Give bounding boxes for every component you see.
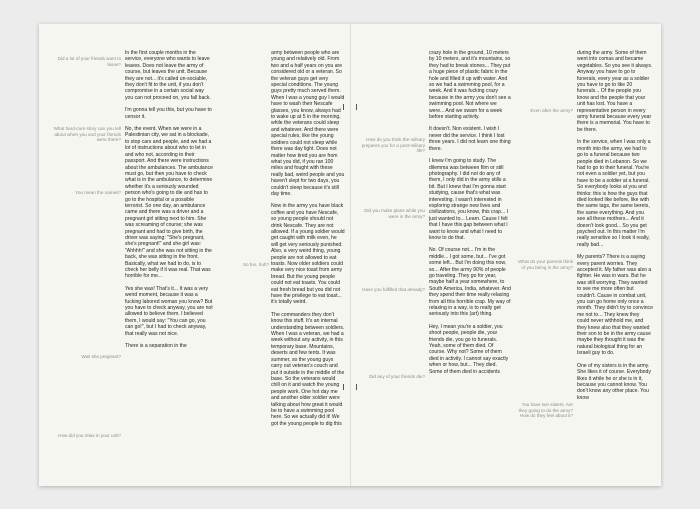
- paragraph: Now in the army you have black coffee and you have Nescafe, so young people should not drink Nescafe. They are not allowed. If a young soldier would get caught with milk even, he will get very seriously punished. Also, a very weird thing, young people are not allowed to eat toasts. Now older soldiers could make very nice toast from army bread. But the young people could not eat toasts. You could eat fresh bread but you did not have the privilege to eat toast... it's totally weird.: [271, 203, 345, 306]
- paragraph: during the army. Some of them went into comas and became vegetables. So you see it always. Anyway you have to go to funerals, every year as a soldier you have to go to like 20 funerals... Of the people you know and the people that your unit has lost. You have a representative person in every army funeral because every year there is a memorial. You have to be there.: [577, 50, 653, 133]
- magazine-spread: [39, 24, 661, 486]
- right-text-column-2: [577, 50, 653, 480]
- gutter-mark: [343, 104, 344, 110]
- question-hardcore-story: What hard-core story can you tell about when you and your friends were there?: [53, 126, 121, 143]
- paragraph: My parents? There is a saying every parent worries. They accepted it. My father was also a fighter. He was in wars. But he was still worrying. They wanted to see me more often but couldn't. Cause in combat unit, you can go home only once a month. They didn't try to convince me not to... They knew they could never withhold me, and they knew also that they wanted their son to be in the army cause maybe they thought it was the natural biological thing for an Israeli guy to do.: [577, 254, 653, 357]
- paragraph: There is a separation in the: [125, 343, 187, 350]
- paragraph: No. Of course not... I'm in the middle... I got some, but... I've got some left... But I'm doing this now, so... After the army 90% of people go traveling. They go for year, maybe half a year somewhere, to South America, India, whatever. And they spend their time really relaxing from all this horrible crap. My way of relaxing in a way, is to really get seriously into this (art) thing.: [429, 247, 511, 318]
- question-friends-die: Did any of your friends die?: [369, 374, 425, 379]
- paragraph: I knew I'm going to study. The dilemma was between film or still photography. I did not do any of them, I only did in the army stills a bit. But I knew that I'm gonna start studying, cause that's what was interesting. I wasn't interested in exploring strange new lives and civilizations, you know, this crap... I just wanted to... Learn. Cause I felt that I have this gap between what I want to know and what I need to know to do that.: [429, 158, 508, 241]
- gutter-mark: [343, 384, 344, 390]
- question-pregnant: Was she pregnant?: [81, 354, 121, 359]
- paragraph: army between people who are young and relatively old. From two and a half years on you are considered old or a veteran. So the veteran guys get very special conditions. The young guys pretty much served them. When I was a young guy I would have to wash their Nescafe glasses, you know, always had to wake up at 5 in the morning, while the veterans could sleep and whatever. And there were special rules, like the young soldiers could not sleep while there was day light. Does not matter how tired you are from what you did, if you ran 100 miles and fought with these really bad, weird people and you haven't slept for two days, you couldn't sleep because it's still day time.: [271, 50, 345, 197]
- gutter-mark: [356, 384, 357, 390]
- paragraph: I'm gonna tell you this, but you have to censor it.: [125, 107, 212, 120]
- question-after-army: Even after the army?: [530, 108, 573, 113]
- left-text-column-1: [125, 50, 213, 480]
- question-names: You mean the names?: [75, 190, 121, 195]
- question-plans: Did you make plans while you were in the army?: [364, 208, 425, 219]
- left-text-column-2: [271, 50, 345, 480]
- paragraph: One of my sisters is in the army. She likes it of course. Everybody likes it while he or she is in it, because you cannot know. You don't know any other place. You know: [577, 362, 651, 401]
- question-friends-leave: Did a lot of your friends want to leave?: [57, 56, 121, 67]
- side-note: So fun, huh?: [242, 262, 269, 267]
- question-relax: How did you relax in your unit?: [58, 433, 121, 438]
- paragraph: In the first couple months in the service, everyone who wants to leave leaves. Does not leave the army of course, but leaves the unit. Because they are not... it's called un-sociable, they don't fit to the unit, if you don't compromise in a certain social way you can not proceed on, you fall back.: [125, 50, 211, 101]
- gutter-mark: [356, 104, 357, 110]
- question-parents: What do your parents think of you being in the army?: [518, 259, 573, 270]
- right-text-column-1: [429, 50, 511, 480]
- paragraph: crazy hole in the ground, 10 meters by 10 meters, and it's mountains, so they had to break stones... They put a huge piece of plastic fabric in the hole and filled it up with water. And so we had a swimming pool, for a week. And it was fucking crazy because in the army you don't see a swimming pool. Not where we were... And we swam for a week before starting activity.: [429, 50, 511, 121]
- paragraph: It doesn't. Non existent. I wish I never did the service. I think I lost three years. I did not learn one thing there.: [429, 126, 511, 152]
- question-fulfilled: Have you fulfilled that already?: [362, 287, 425, 292]
- center-gutter: [350, 24, 351, 486]
- question-post-military: How do you think the military prepares you for a post-military life?: [361, 137, 425, 154]
- paragraph: The commanders they don't know this stuff. It's an internal understanding between soldiers. When I was a veteran, we had a week without any activity, in this temporary base. Mountains, deserts and few tents. It was summer, so the young guys carry out veteran's couch and put it outside in the middle of the base. So the veterans would chill on it and watch the young people work. One hot day me and another older soldier were talking about how great it would be to have a swimming pool here. So we actually did it! We got the young people to dig this: [271, 311, 345, 427]
- paragraph: In the service, when I was only a month into the army, we had to go to a funeral because two people died in Lebanon. So we had to go to their funeral. You're not even a soldier yet, but you have to be a soldier at a funeral. So everybody looks at you and thinks: this is how the guys that died looked like before, like with the same tags, the same berets, the same everything. And you see all these mothers... And it doesn't look good... So you get psyched out. In this matter I'm really sensitive so I took it really, really bad...: [577, 139, 651, 248]
- paragraph: Yes she was! That's it... It was a very weird moment, because it was a fucking labored woman you know? But you have to check anyway, you are not allowed to believe them. I believed them, I would say: "You can go, you can go!", but I had to check anyway, that really was not nice.: [125, 285, 213, 337]
- question-sisters: You have two sisters. Are they going to do the army? How do they feel about it?: [518, 402, 573, 419]
- paragraph: Hey, I mean you're a soldier, you shoot people, people die, your friends die, you go to funerals. Yeah, some of them died. Of course. Why not? Some of them died in activity. I cannot say exactly when or how, but... They died. Some of them died in accidents: [429, 323, 509, 375]
- paragraph: No, the event. When we were in a Palestinian city, we sat in a blockade, to stop cars and people, and we had a lot of instructions about who to let in and who not, according to their passport. And there were instructions about the ambulances. The ambulance must go, but then you have to check what is in the ambulance, to determine whether it's a seriously wounded person who's going to die and has to go to the hospital or a possible terrorist. So one day, an ambulance came and there was a driver and a pregnant girl sitting next to him. She was screaming of course; she was pregnant and had to give birth, the driver was saying: "She's pregnant, she's pregnant!" and she girl was: "Ahhhh!" and she was not sitting in the back, she was sitting in the front. Basically, what we had to do, is to check her belly if it was real. That was horrible for me...: [125, 126, 213, 280]
